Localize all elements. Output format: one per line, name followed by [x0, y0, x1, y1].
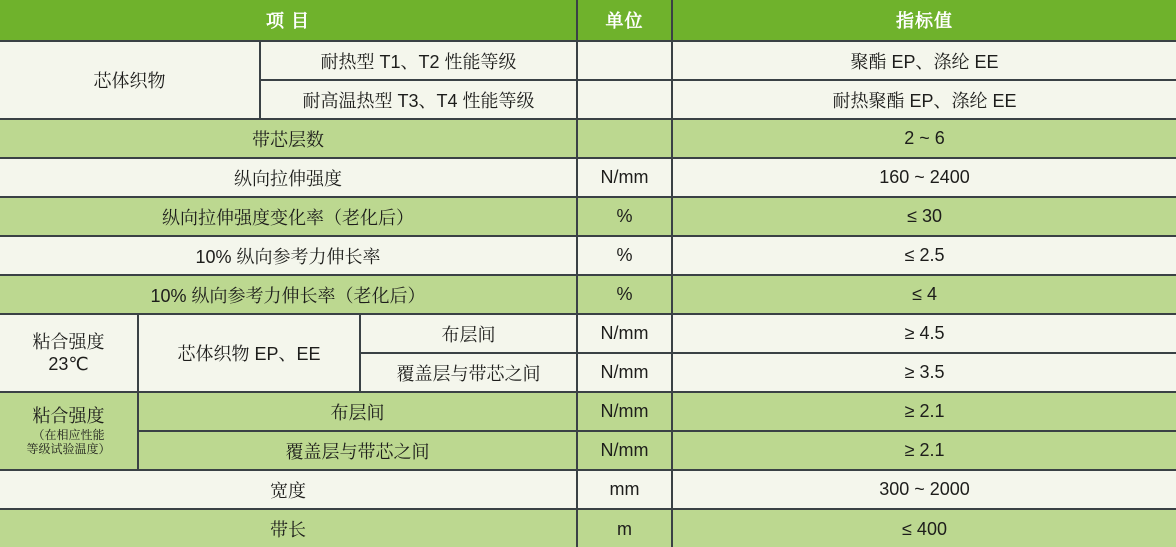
- cell-elongation-aged-unit: %: [577, 275, 672, 314]
- cell-tensile-change-unit: %: [577, 197, 672, 236]
- cell-core-layers-value: 2 ~ 6: [672, 119, 1176, 158]
- adhesion-temp-group-note-line1: （在相应性能: [32, 427, 105, 442]
- header-value: 指标值: [672, 0, 1176, 41]
- cell-adhesion23-cover-value: ≥ 3.5: [672, 353, 1176, 392]
- cell-tensile-change-item: 纵向拉伸强度变化率（老化后）: [0, 197, 577, 236]
- cell-heat-type-item: 耐热型 T1、T2 性能等级: [260, 41, 577, 80]
- cell-heat-type-unit: [577, 41, 672, 80]
- cell-width-unit: mm: [577, 470, 672, 509]
- cell-core-layers-unit: [577, 119, 672, 158]
- cell-belt-length-unit: m: [577, 509, 672, 547]
- cell-adhesion-temp-cover-unit: N/mm: [577, 431, 672, 470]
- row-core-fabric-heat: [0, 41, 1176, 80]
- header-item: 项 目: [0, 0, 577, 41]
- adhesion-temp-group-note-line2: 等级试验温度）: [26, 442, 111, 457]
- cell-adhesion-temp-cover-value: ≥ 2.1: [672, 431, 1176, 470]
- cell-adhesion23-plies-unit: N/mm: [577, 314, 672, 353]
- cell-elongation-unit: %: [577, 236, 672, 275]
- table-header-row: [0, 0, 1176, 41]
- cell-tensile-strength-item: 纵向拉伸强度: [0, 158, 577, 197]
- row-belt-length: [0, 509, 1176, 547]
- cell-adhesion-temp-cover-item: 覆盖层与带芯之间: [138, 431, 577, 470]
- row-width: [0, 470, 1176, 509]
- header-unit: 单位: [577, 0, 672, 41]
- adhesion23-group-line2: 23℃: [48, 354, 89, 374]
- row-adhesion-temp-plies: [0, 392, 1176, 431]
- cell-adhesion-temp-group: [0, 392, 138, 470]
- cell-belt-length-value: ≤ 400: [672, 509, 1176, 547]
- cell-adhesion23-plies-value: ≥ 4.5: [672, 314, 1176, 353]
- row-tensile-strength: [0, 158, 1176, 197]
- row-elongation-aged: [0, 275, 1176, 314]
- cell-width-value: 300 ~ 2000: [672, 470, 1176, 509]
- cell-belt-length-item: 带长: [0, 509, 577, 547]
- cell-adhesion23-cover-unit: N/mm: [577, 353, 672, 392]
- cell-adhesion23-plies-item: 布层间: [360, 314, 577, 353]
- adhesion-temp-group-title: 粘合强度: [32, 406, 105, 427]
- row-adhesion23-fabric-layers: [0, 314, 1176, 353]
- cell-tensile-change-value: ≤ 30: [672, 197, 1176, 236]
- cell-tensile-strength-value: 160 ~ 2400: [672, 158, 1176, 197]
- cell-adhesion-temp-plies-value: ≥ 2.1: [672, 392, 1176, 431]
- adhesion23-group-line1: 粘合强度: [32, 331, 105, 352]
- cell-adhesion23-cover-item: 覆盖层与带芯之间: [360, 353, 577, 392]
- cell-adhesion23-subgroup: 芯体织物 EP、EE: [138, 314, 360, 392]
- cell-adhesion-temp-plies-unit: N/mm: [577, 392, 672, 431]
- row-elongation: [0, 236, 1176, 275]
- cell-core-layers-item: 带芯层数: [0, 119, 577, 158]
- cell-core-fabric-group: 芯体织物: [0, 41, 260, 119]
- row-adhesion-temp-cover-core: [0, 431, 1176, 470]
- row-tensile-change-aged: [0, 197, 1176, 236]
- cell-elongation-value: ≤ 2.5: [672, 236, 1176, 275]
- cell-tensile-strength-unit: N/mm: [577, 158, 672, 197]
- cell-heat-type-value: 聚酯 EP、涤纶 EE: [672, 41, 1176, 80]
- cell-elongation-item: 10% 纵向参考力伸长率: [0, 236, 577, 275]
- cell-elongation-aged-value: ≤ 4: [672, 275, 1176, 314]
- cell-high-heat-type-value: 耐热聚酯 EP、涤纶 EE: [672, 80, 1176, 119]
- cell-elongation-aged-item: 10% 纵向参考力伸长率（老化后）: [0, 275, 577, 314]
- cell-adhesion-temp-plies-item: 布层间: [138, 392, 577, 431]
- row-core-layers: [0, 119, 1176, 158]
- cell-high-heat-type-unit: [577, 80, 672, 119]
- cell-adhesion23-group: [0, 314, 138, 392]
- cell-high-heat-type-item: 耐高温热型 T3、T4 性能等级: [260, 80, 577, 119]
- cell-width-item: 宽度: [0, 470, 577, 509]
